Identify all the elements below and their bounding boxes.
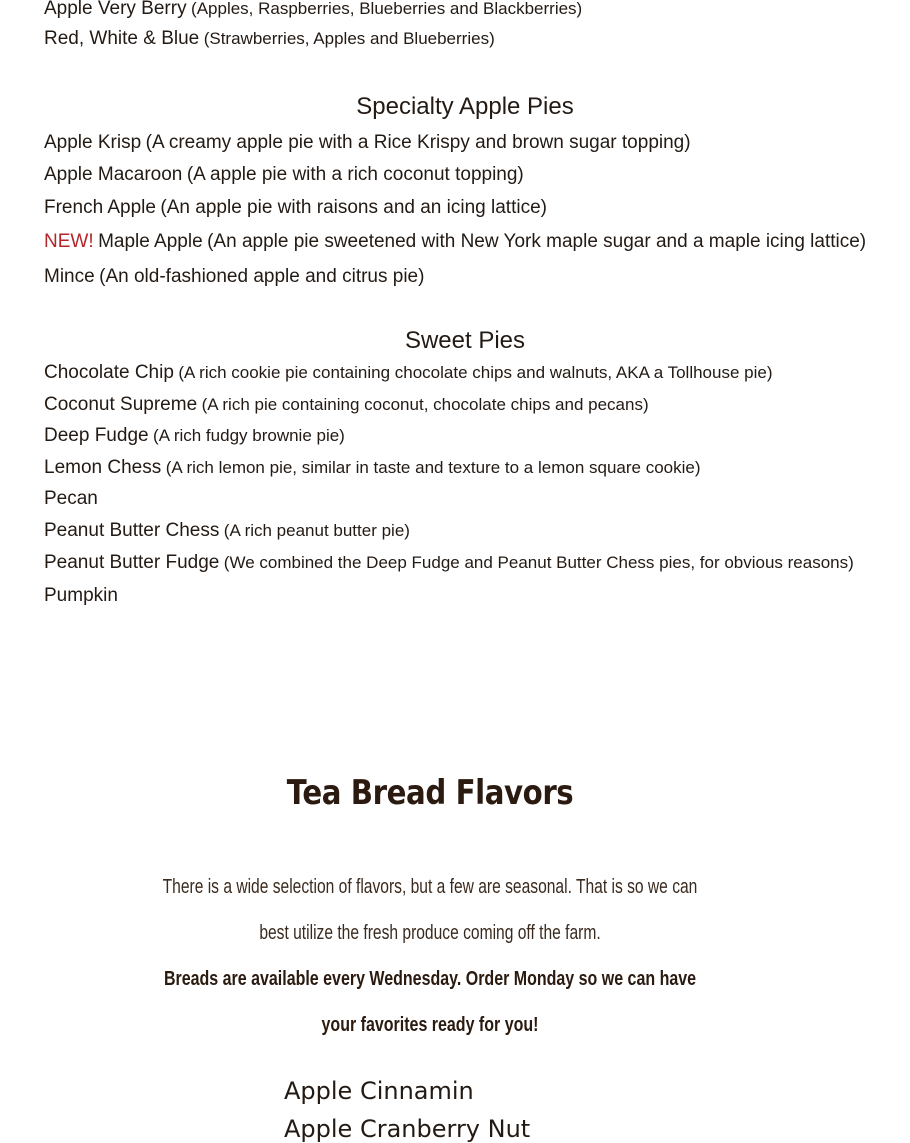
pie-name: Apple Macaroon — [44, 164, 183, 185]
tea-bread-notice-line-2: your favorites ready for you! — [321, 1014, 539, 1036]
tea-bread-notice-line-1: Breads are available every Wednesday. Order Monday so we can have — [163, 968, 697, 990]
pie-description: (Strawberries, Apples and Blueberries) — [203, 29, 495, 48]
new-badge: NEW! — [44, 231, 94, 252]
pie-name: Deep Fudge — [44, 425, 149, 446]
pie-name: Red, White & Blue — [44, 28, 200, 49]
pie-name: French Apple — [44, 197, 156, 218]
pie-description: (We combined the Deep Fudge and Peanut Butter Chess pies, for obvious reasons) — [223, 553, 854, 572]
pie-description: (A apple pie with a rich coconut topping) — [186, 164, 524, 185]
pie-description: (An apple pie sweetened with New York maple sugar and a maple icing lattice) — [207, 231, 867, 252]
pie-item-lemon-chess — [44, 458, 701, 477]
tea-bread-intro-line-1: There is a wide selection of flavors, but a few are seasonal. That is so we can — [162, 876, 698, 898]
pie-name: Coconut Supreme — [44, 394, 198, 415]
pie-item-apple-macaroon — [44, 165, 524, 184]
pie-name: Chocolate Chip — [44, 362, 174, 383]
tea-bread-title: Tea Bread Flavors — [286, 773, 574, 813]
pie-item-maple-apple — [44, 232, 866, 251]
bread-item-apple-cranberry-nut: Apple Cranberry Nut — [284, 1115, 531, 1143]
pie-item-pecan — [44, 489, 98, 508]
bread-item-apple-cinnamin: Apple Cinnamin — [284, 1077, 474, 1105]
pie-description: (A rich pie containing coconut, chocolate chips and pecans) — [201, 395, 649, 414]
sweet-pies-heading: Sweet Pies — [404, 327, 526, 354]
pie-item-apple-very-berry — [44, 0, 582, 18]
tea-bread-intro-line-2: best utilize the fresh produce coming off the farm. — [259, 922, 601, 944]
pie-item-mince — [44, 267, 424, 286]
pie-item-peanut-butter-chess — [44, 521, 410, 540]
pie-item-deep-fudge — [44, 426, 345, 445]
pie-description: (An apple pie with raisons and an icing lattice) — [160, 197, 547, 218]
pie-description: (A creamy apple pie with a Rice Krispy and brown sugar topping) — [145, 132, 691, 153]
pie-description: (A rich cookie pie containing chocolate chips and walnuts, AKA a Tollhouse pie) — [178, 363, 773, 382]
pie-item-pumpkin — [44, 586, 118, 605]
pie-description: (Apples, Raspberries, Blueberries and Blackberries) — [191, 0, 583, 18]
pie-item-peanut-butter-fudge — [44, 553, 854, 572]
pie-description: (A rich peanut butter pie) — [223, 521, 410, 540]
pie-item-apple-krisp — [44, 133, 691, 152]
pie-item-french-apple — [44, 198, 547, 217]
pie-name: Pecan — [44, 488, 98, 509]
pie-name: Apple Very Berry — [44, 0, 187, 19]
pie-name: Mince — [44, 266, 95, 287]
pie-description: (A rich lemon pie, similar in taste and texture to a lemon square cookie) — [165, 458, 701, 477]
pie-name: Lemon Chess — [44, 457, 162, 478]
pie-name: Peanut Butter Chess — [44, 520, 220, 541]
pie-description: (An old-fashioned apple and citrus pie) — [99, 266, 425, 287]
pie-name: Pumpkin — [44, 585, 118, 606]
pie-item-coconut-supreme — [44, 395, 649, 414]
pie-description: (A rich fudgy brownie pie) — [153, 426, 345, 445]
pie-name: Peanut Butter Fudge — [44, 552, 220, 573]
pie-item-chocolate-chip — [44, 363, 773, 382]
pie-name: Maple Apple — [98, 231, 203, 252]
specialty-pies-heading: Specialty Apple Pies — [356, 93, 574, 120]
pie-name: Apple Krisp — [44, 132, 142, 153]
pie-item-red-white-blue — [44, 29, 495, 48]
